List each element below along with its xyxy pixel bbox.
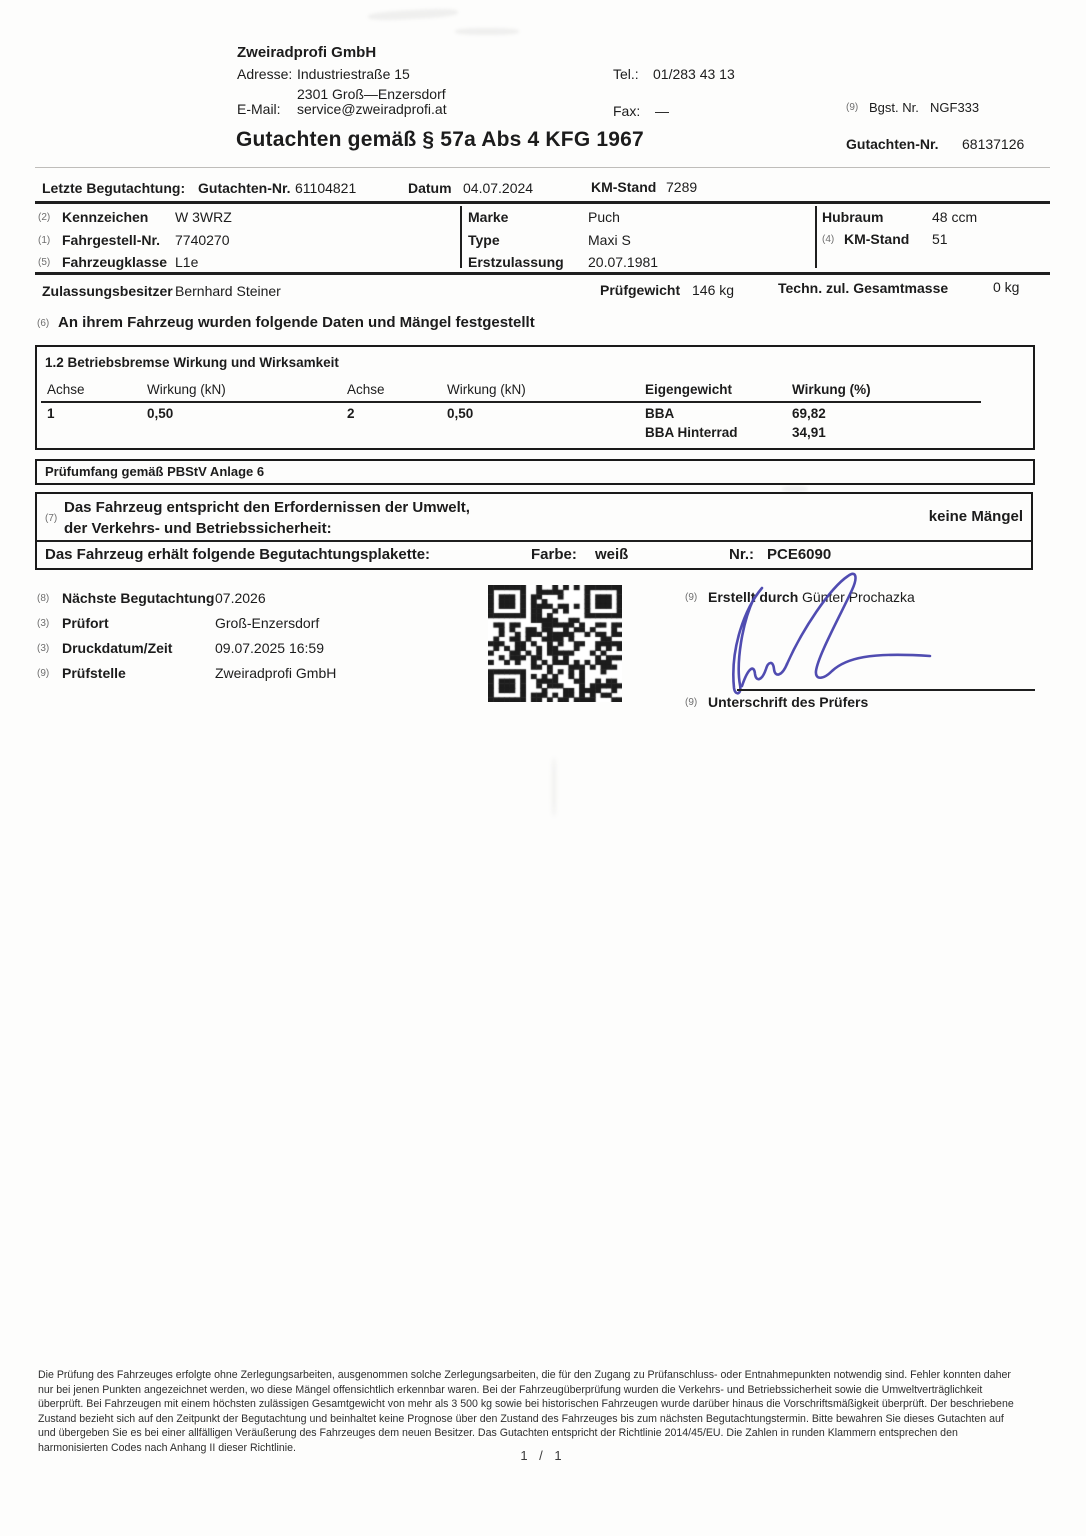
print-date-label: Druckdatum/Zeit	[62, 640, 173, 656]
field-code: (3)	[37, 643, 50, 654]
displacement-label: Hubraum	[822, 209, 884, 225]
examiner-label: Erstellt durch	[708, 589, 799, 605]
brake-section-title: 1.2 Betriebsbremse Wirkung und Wirksamkeit	[45, 355, 339, 370]
test-location-value: Groß-Enzersdorf	[215, 615, 320, 631]
brake-col-header: Achse	[347, 382, 385, 397]
brake-cell: 1	[47, 406, 55, 421]
field-code: (9)	[37, 668, 50, 679]
company-name: Zweiradprofi GmbH	[237, 44, 377, 61]
tel-value: 01/283 43 13	[653, 66, 735, 82]
bgst-value: NGF333	[930, 100, 980, 115]
scan-artifact	[368, 8, 458, 22]
qr-code	[488, 585, 622, 702]
class-label: Fahrzeugklasse	[62, 254, 168, 270]
first-registration-label: Erstzulassung	[468, 254, 564, 270]
test-station-label: Prüfstelle	[62, 665, 126, 681]
table-header-rule	[41, 401, 981, 403]
previous-report-no: 61104821	[295, 180, 357, 196]
make-label: Marke	[468, 209, 509, 225]
next-inspection-label: Nächste Begutachtung	[62, 590, 215, 606]
document-title: Gutachten gemäß § 57a Abs 4 KFG 1967	[236, 128, 644, 151]
previous-km-label: KM-Stand	[591, 179, 657, 195]
owner-name: Bernhard Steiner	[175, 283, 281, 299]
first-registration-value: 20.07.1981	[588, 254, 659, 270]
verdict: keine Mängel	[928, 508, 1023, 525]
address-line1: Industriestraße 15	[297, 66, 410, 82]
brake-cell: 2	[347, 406, 355, 421]
brake-results-box	[35, 345, 1035, 450]
previous-date: 04.07.2024	[463, 180, 534, 196]
make-value: Puch	[588, 209, 620, 225]
brake-cell: BBA	[645, 406, 675, 421]
brake-cell: BBA Hinterrad	[645, 425, 738, 440]
gross-mass-value: 0 kg	[993, 279, 1020, 295]
test-weight-label: Prüfgewicht	[600, 282, 681, 298]
scope-box	[35, 459, 1035, 485]
next-inspection-value: 07.2026	[215, 590, 266, 606]
address-label: Adresse:	[237, 66, 293, 82]
displacement-value: 48 ccm	[932, 209, 978, 225]
examiner-signature	[690, 568, 950, 698]
sticker-nr-label: Nr.:	[729, 546, 755, 563]
field-code: (3)	[37, 618, 50, 629]
fax-label: Fax:	[613, 103, 641, 119]
address-line2: 2301 Groß—Enzersdorf	[297, 86, 446, 102]
result-line2: der Verkehrs- und Betriebssicherheit:	[64, 520, 332, 537]
findings-code: (6)	[37, 318, 50, 329]
sticker-color-label: Farbe:	[531, 546, 577, 563]
brake-col-header: Wirkung (kN)	[147, 382, 226, 397]
plate-value: W 3WRZ	[175, 209, 232, 225]
km-code: (4)	[822, 234, 835, 245]
signature-code: (9)	[685, 697, 698, 708]
field-code: (8)	[37, 593, 50, 604]
fine-print: Die Prüfung des Fahrzeuges erfolgte ohne Zerlegungsarbeiten, ausgenommen solche Zerlegungsarbeiten, die für den Zugang zu Prüfanschluss- oder Entnahmepunkten notwendig sind. Fehler konnten daher nur bei jenen Punkten angezeichnet werden, wo diese Mängel offensichtlich erkennbar waren. Bei der Fahrzeugüberprüfung wurden die Verkehrs- und Betriebssicherheit sowie die Umweltverträglichkeit überprüft. Bei Fahrzeugen mit einem höchsten zulässigen Gesamtgewicht von mehr als 3 500 kg sowie bei historischen Fahrzeugen wurde darüber hinaus die Vorschriftsmäßigkeit überprüft. Der beschriebene Zustand bezieht sich auf den Zeitpunkt der Begutachtung und beinhaltet keine Prognose über den Zustand des Fahrzeuges bis zum nächsten Begutachtungstermin. Bitte bewahren Sie dieses Gutachten auf und übergeben Sie es bei einer allfälligen Veräußerung des Fahrzeuges dem neuen Besitzer. Das Gutachten entspricht der Richtlinie 2014/45/EU. Die Zahlen in runden Klammern entsprechen den harmonisierten Codes nach Anhang II dieser Richtlinie.	[38, 1369, 1014, 1454]
column-divider	[815, 206, 817, 268]
sticker-nr-value: PCE6090	[767, 546, 832, 563]
vin-value: 7740270	[175, 232, 230, 248]
result-code: (7)	[45, 513, 58, 524]
owner-label: Zulassungsbesitzer	[42, 283, 173, 299]
gross-mass-label: Techn. zul. Gesamtmasse	[778, 280, 949, 296]
signature-label: Unterschrift des Prüfers	[708, 694, 869, 710]
brake-col-header: Eigengewicht	[645, 382, 733, 397]
brake-cell: 34,91	[792, 425, 826, 440]
scope-text: Prüfumfang gemäß PBStV Anlage 6	[45, 464, 265, 479]
km-value: 51	[932, 231, 948, 247]
brake-cell: 0,50	[147, 406, 174, 421]
report-no-label: Gutachten-Nr.	[846, 136, 939, 152]
email-value: service@zweiradprofi.at	[297, 101, 447, 117]
test-station-value: Zweiradprofi GmbH	[215, 665, 337, 681]
report-no-value: 68137126	[962, 136, 1025, 152]
previous-date-label: Datum	[408, 180, 452, 196]
brake-col-header: Achse	[47, 382, 85, 397]
type-value: Maxi S	[588, 232, 631, 248]
class-code: (5)	[38, 257, 51, 268]
bgst-label: Bgst. Nr.	[869, 100, 919, 115]
previous-km: 7289	[666, 179, 698, 195]
type-label: Type	[468, 232, 500, 248]
scan-artifact	[455, 28, 519, 35]
brake-col-header: Wirkung (%)	[792, 382, 871, 397]
examiner-code: (9)	[685, 592, 698, 603]
previous-inspection-label: Letzte Begutachtung:	[42, 180, 186, 196]
bgst-code: (9)	[846, 102, 859, 113]
divider-thick	[35, 272, 1050, 275]
brake-cell: 69,82	[792, 406, 826, 421]
examiner-name: Günter Prochazka	[802, 589, 915, 605]
test-weight-value: 146 kg	[692, 282, 735, 298]
km-label: KM-Stand	[844, 231, 910, 247]
plate-code: (2)	[38, 212, 51, 223]
findings-heading: An ihrem Fahrzeug wurden folgende Daten und Mängel festgestellt	[58, 314, 535, 331]
plate-label: Kennzeichen	[62, 209, 149, 225]
test-location-label: Prüfort	[62, 615, 109, 631]
class-value: L1e	[175, 254, 199, 270]
brake-col-header: Wirkung (kN)	[447, 382, 526, 397]
vin-label: Fahrgestell-Nr.	[62, 232, 161, 248]
divider-thick	[35, 201, 1050, 204]
result-line1: Das Fahrzeug entspricht den Erfordernissen der Umwelt,	[64, 499, 470, 516]
vin-code: (1)	[38, 235, 51, 246]
sticker-color-value: weiß	[595, 546, 629, 563]
scan-artifact	[552, 758, 556, 816]
sticker-label: Das Fahrzeug erhält folgende Begutachtungsplakette:	[45, 546, 431, 563]
column-divider	[460, 206, 462, 268]
result-box	[35, 492, 1033, 570]
page-number: 1 / 1	[520, 1448, 566, 1463]
email-label: E-Mail:	[237, 101, 281, 117]
print-date-value: 09.07.2025 16:59	[215, 640, 324, 656]
divider	[35, 167, 1050, 168]
brake-cell: 0,50	[447, 406, 474, 421]
tel-label: Tel.:	[613, 66, 639, 82]
previous-report-no-label: Gutachten-Nr.	[198, 180, 291, 196]
result-divider	[37, 540, 1031, 542]
signature-line	[737, 689, 1035, 691]
fax-value: —	[655, 103, 669, 119]
